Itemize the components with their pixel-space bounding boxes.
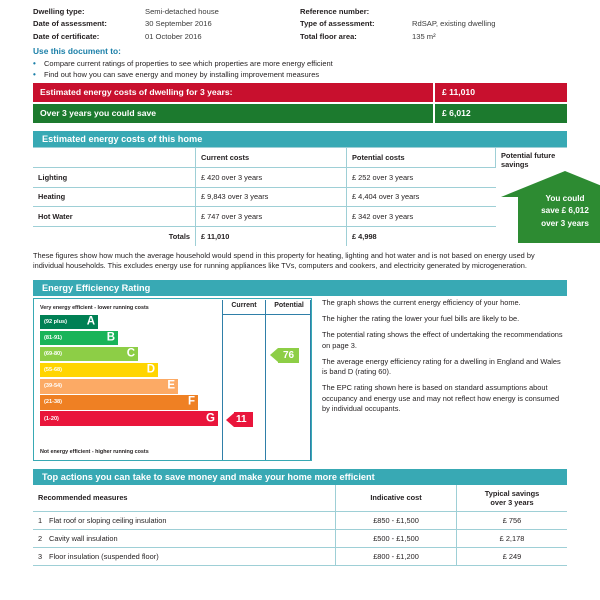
arrow-tip-left-icon bbox=[226, 413, 234, 427]
eer-caption-bottom: Not energy efficient - higher running costs bbox=[40, 448, 149, 455]
actions-section-heading: Top actions you can take to save money and make your home more efficient bbox=[33, 469, 567, 485]
actions-col-savings bbox=[457, 485, 568, 512]
cost-row-potential: £ 4,404 over 3 years bbox=[347, 187, 496, 207]
actions-col-cost: Indicative cost bbox=[336, 485, 457, 512]
house-text-line1: You could bbox=[545, 193, 585, 203]
totals-current: £ 11,010 bbox=[196, 227, 347, 246]
table-row bbox=[33, 207, 567, 227]
eer-col-header-underline bbox=[222, 314, 311, 315]
costs-col-blank bbox=[33, 147, 196, 167]
table-totals-row bbox=[33, 227, 567, 246]
eer-band-G bbox=[40, 411, 218, 426]
potential-saving-label: Over 3 years you could save bbox=[40, 108, 157, 119]
action-row-measure bbox=[33, 529, 336, 547]
eer-section-heading: Energy Efficiency Rating bbox=[33, 280, 567, 296]
actions-col-savings-line1: Typical savings bbox=[484, 488, 540, 498]
cost-row-current: £ 9,843 over 3 years bbox=[196, 187, 347, 207]
use-document-heading: Use this document to: bbox=[33, 45, 121, 56]
list-item bbox=[33, 58, 567, 69]
meta-value-reference-number bbox=[412, 6, 562, 18]
meta-label-type-of-assessment: Type of assessment: bbox=[300, 19, 375, 29]
eer-band-list bbox=[40, 315, 220, 428]
eer-band-F-range: (21-38) bbox=[44, 399, 63, 406]
action-row-measure-text: Flat roof or sloping ceiling insulation bbox=[49, 515, 167, 525]
eer-band-D bbox=[40, 363, 158, 378]
action-row-cost: £850 - £1,500 bbox=[336, 511, 457, 529]
action-row-measure bbox=[33, 511, 336, 529]
energy-costs-table bbox=[33, 147, 589, 246]
totals-label: Totals bbox=[33, 227, 196, 246]
meta-value-type-of-assessment: RdSAP, existing dwelling bbox=[412, 19, 496, 29]
eer-band-C bbox=[40, 347, 138, 362]
cost-row-potential: £ 342 over 3 years bbox=[347, 207, 496, 227]
cost-row-current: £ 747 over 3 years bbox=[196, 207, 347, 227]
bullet-icon: • bbox=[33, 58, 36, 68]
eer-potential-rating-value: 76 bbox=[283, 349, 295, 361]
house-text bbox=[501, 193, 600, 231]
table-row bbox=[33, 547, 567, 565]
eer-band-E-range: (39-54) bbox=[44, 383, 63, 390]
eer-band-C-letter: C bbox=[126, 347, 135, 360]
eer-band-C-range: (69-80) bbox=[44, 351, 63, 358]
list-item bbox=[33, 69, 567, 80]
eer-chart bbox=[33, 298, 312, 461]
eer-band-E-letter: E bbox=[167, 379, 175, 392]
action-row-cost: £800 - £1,200 bbox=[336, 547, 457, 565]
use-document-list bbox=[33, 58, 567, 80]
actions-col-measures: Recommended measures bbox=[33, 485, 336, 512]
eer-col-rule-right bbox=[310, 300, 311, 460]
costs-col-potential: Potential costs bbox=[347, 147, 496, 167]
potential-saving-amount: £ 6,012 bbox=[433, 104, 567, 123]
eer-current-rating-arrow bbox=[226, 412, 253, 427]
meta-value-date-of-assessment: 30 September 2016 bbox=[145, 19, 212, 29]
eer-band-B-range: (81-91) bbox=[44, 335, 63, 342]
eer-current-rating-body bbox=[234, 412, 253, 427]
meta-value-date-of-certificate: 01 October 2016 bbox=[145, 31, 202, 41]
eer-paragraph-0: The graph shows the current energy efficiency of your home. bbox=[322, 297, 521, 307]
estimated-cost-banner bbox=[33, 83, 567, 102]
totals-potential: £ 4,998 bbox=[352, 232, 377, 242]
cost-row-potential: £ 252 over 3 years bbox=[347, 167, 496, 187]
meta-value-total-floor-area: 135 m² bbox=[412, 31, 436, 41]
estimated-cost-label: Estimated energy costs of dwelling for 3 years: bbox=[40, 87, 233, 98]
house-text-line3: over 3 years bbox=[541, 218, 589, 228]
action-row-number: 1 bbox=[38, 515, 43, 525]
arrow-tip-left-icon bbox=[270, 348, 278, 362]
meta-label-total-floor-area: Total floor area: bbox=[300, 31, 357, 41]
eer-band-G-letter: G bbox=[206, 411, 215, 424]
eer-paragraph-3: The average energy efficiency rating for a dwelling in England and Wales is band D (rating 60). bbox=[322, 356, 561, 377]
property-meta bbox=[33, 6, 567, 43]
action-row-savings: £ 756 bbox=[457, 511, 568, 529]
table-row bbox=[33, 187, 567, 207]
eer-band-F bbox=[40, 395, 198, 410]
eer-paragraph-4: The EPC rating shown here is based on standard assumptions about occupancy and energy use and may not reflect how energy is consumed by individual occupants. bbox=[322, 383, 560, 414]
costs-col-current: Current costs bbox=[196, 147, 347, 167]
table-row bbox=[33, 529, 567, 547]
action-row-cost: £500 - £1,500 bbox=[336, 529, 457, 547]
eer-band-G-range: (1-20) bbox=[44, 415, 59, 422]
costs-col-future-savings-label: Potential future savings bbox=[501, 150, 556, 169]
eer-band-A bbox=[40, 315, 98, 330]
action-row-number: 3 bbox=[38, 551, 43, 561]
action-row-savings: £ 249 bbox=[457, 547, 568, 565]
costs-col-future-savings bbox=[496, 147, 589, 246]
eer-band-A-letter: A bbox=[86, 315, 95, 328]
cost-row-current: £ 420 over 3 years bbox=[196, 167, 347, 187]
eer-band-F-letter: F bbox=[187, 395, 195, 408]
eer-block bbox=[33, 298, 567, 461]
eer-potential-rating-body bbox=[278, 348, 299, 363]
table-header-row bbox=[33, 485, 567, 512]
cost-row-measure: Lighting bbox=[33, 167, 196, 187]
eer-col-header-current: Current bbox=[231, 301, 257, 309]
eer-col-rule-mid bbox=[265, 300, 266, 460]
potential-saving-banner bbox=[33, 104, 567, 123]
table-header-row bbox=[33, 147, 567, 167]
savings-house-graphic bbox=[501, 171, 600, 243]
estimated-cost-amount: £ 11,010 bbox=[433, 83, 567, 102]
eer-band-A-range: (92 plus) bbox=[44, 318, 68, 325]
meta-label-date-of-certificate: Date of certificate: bbox=[33, 31, 100, 41]
eer-band-B-letter: B bbox=[106, 331, 115, 344]
action-row-measure bbox=[33, 547, 336, 565]
meta-label-dwelling-type: Dwelling type: bbox=[33, 7, 85, 16]
eer-col-rule-left bbox=[222, 300, 223, 460]
meta-value-dwelling-type: Semi-detached house bbox=[145, 7, 219, 16]
costs-section-heading: Estimated energy costs of this home bbox=[33, 131, 567, 147]
use-document-item-0: Compare current ratings of properties to see which properties are more energy efficient bbox=[44, 58, 333, 68]
action-row-number: 2 bbox=[38, 533, 43, 543]
eer-col-header-potential: Potential bbox=[274, 301, 304, 309]
top-actions-table bbox=[33, 485, 567, 566]
eer-paragraph-1: The higher the rating the lower your fuel bills are likely to be. bbox=[322, 314, 520, 323]
action-row-measure-text: Cavity wall insulation bbox=[49, 533, 118, 543]
table-row bbox=[33, 511, 567, 529]
eer-explanation bbox=[312, 298, 567, 461]
meta-label-reference-number: Reference number: bbox=[300, 7, 370, 16]
action-row-savings: £ 2,178 bbox=[457, 529, 568, 547]
costs-note-paragraph: These figures show how much the average household would spend in this property for heating, lighting and hot water and is not based on energy used by individual households. This excludes energy use for running appliances like TVs, computers and cookers, and electricity generated by microgeneration. bbox=[33, 250, 535, 271]
table-row bbox=[33, 167, 567, 187]
eer-band-D-range: (55-68) bbox=[44, 367, 63, 374]
eer-current-rating-value: 11 bbox=[236, 414, 247, 426]
action-row-measure-text: Floor insulation (suspended floor) bbox=[49, 551, 159, 561]
meta-label-date-of-assessment: Date of assessment: bbox=[33, 19, 107, 29]
bullet-icon: • bbox=[33, 69, 36, 79]
eer-paragraph-2: The potential rating shows the effect of undertaking the recommendations on page 3. bbox=[322, 330, 563, 350]
eer-caption-top: Very energy efficient - lower running costs bbox=[40, 304, 149, 311]
cost-row-measure: Heating bbox=[33, 187, 196, 207]
cost-row-measure: Hot Water bbox=[33, 207, 196, 227]
eer-band-E bbox=[40, 379, 178, 394]
eer-band-D-letter: D bbox=[146, 363, 155, 376]
actions-col-savings-line2: over 3 years bbox=[490, 497, 534, 507]
house-text-line2: save £ 6,012 bbox=[541, 206, 589, 216]
use-document-item-1: Find out how you can save energy and money by installing improvement measures bbox=[44, 69, 320, 79]
eer-potential-rating-arrow bbox=[270, 348, 299, 363]
eer-band-B bbox=[40, 331, 118, 346]
